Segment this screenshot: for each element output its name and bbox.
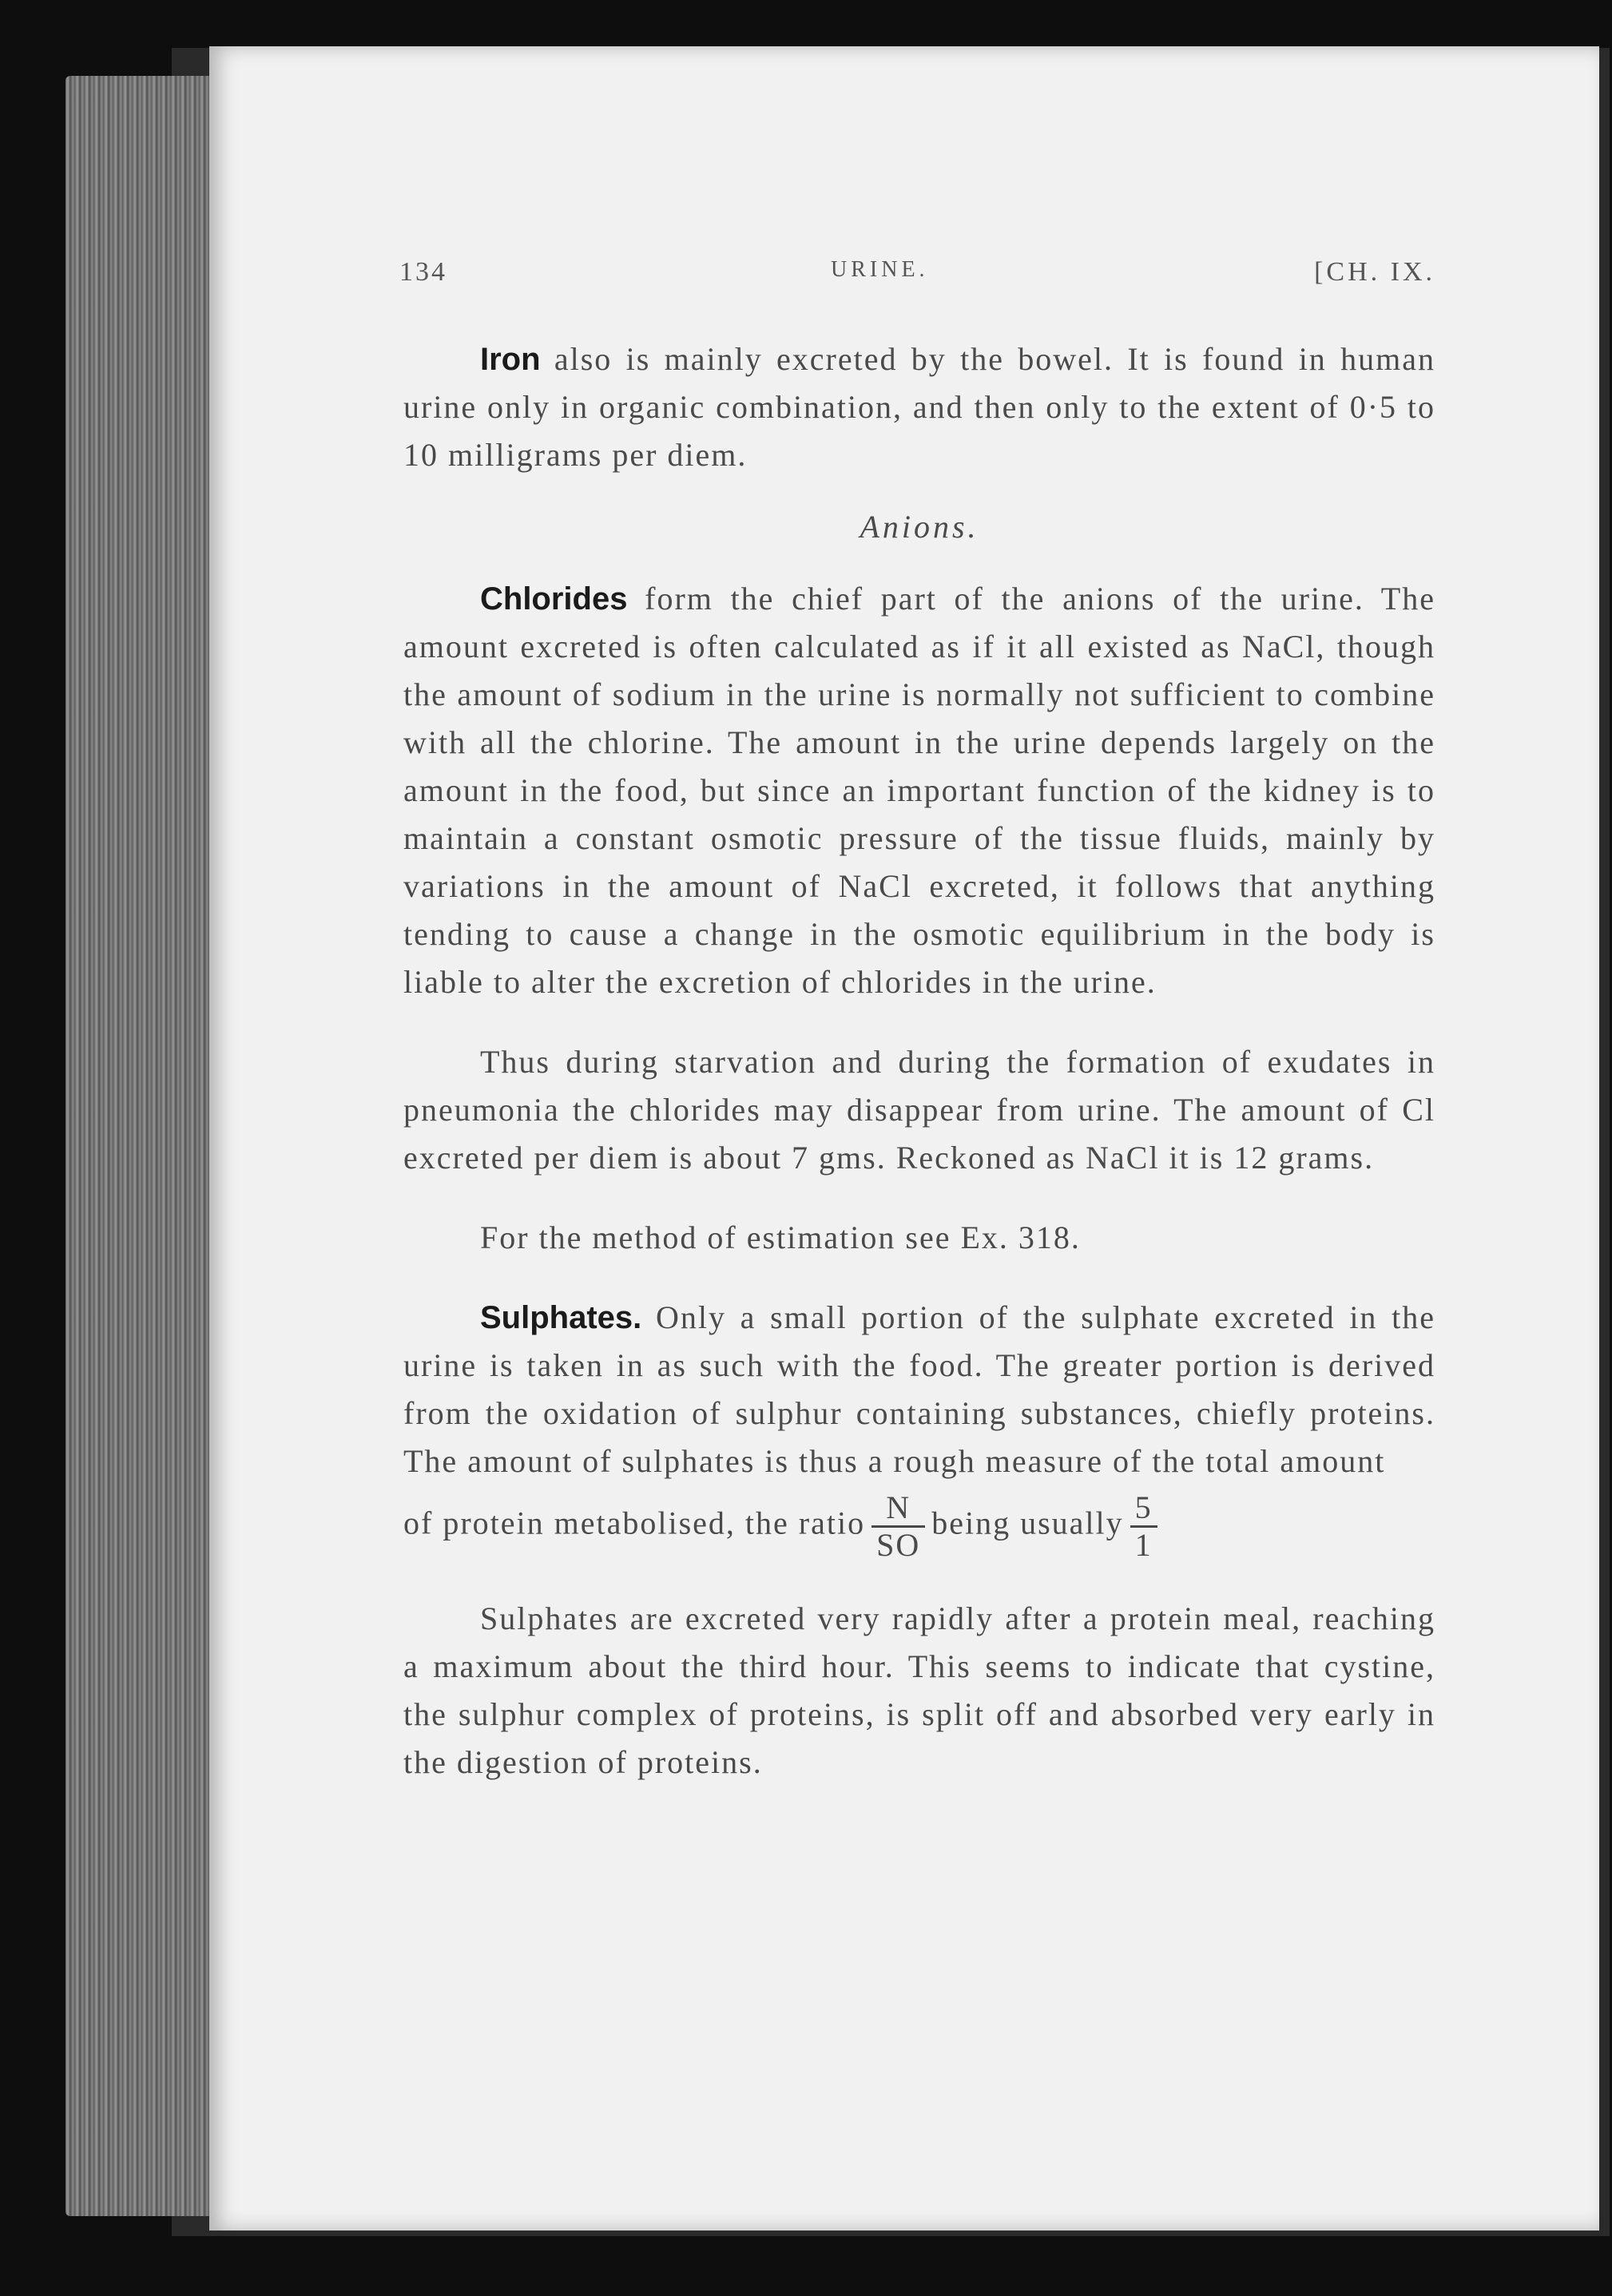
formula-middle: being usually bbox=[931, 1505, 1124, 1541]
running-title: URINE. bbox=[831, 257, 929, 282]
page-body bbox=[403, 335, 1435, 1786]
formula-prefix: of protein metabolised, the ratio bbox=[403, 1505, 866, 1541]
iron-paragraph bbox=[403, 335, 1435, 479]
chlorides-paragraph bbox=[403, 575, 1435, 1006]
usual-denominator: 1 bbox=[1134, 1527, 1153, 1563]
chlorides-term: Chlorides bbox=[480, 581, 628, 617]
section-heading: Anions. bbox=[860, 509, 979, 545]
sulphates-term: Sulphates. bbox=[480, 1300, 642, 1335]
usual-numerator: 5 bbox=[1130, 1490, 1157, 1528]
sulphates-paragraph bbox=[403, 1294, 1435, 1485]
final-paragraph: Sulphates are excreted very rapidly after a protein meal, reaching a maximum about the third hour. This seems to indicate that cystine, the sulphur complex of proteins, is split off and absorbed very early in the digestion of proteins. bbox=[403, 1600, 1435, 1780]
sulphates-text: Only a small portion of the sulphate excreted in the urine is taken in as such with the food. The greater portion is derived from the oxidation of sulphur containing substances, chiefly proteins. The amount of sulphates is thus a rough measure of the total amount bbox=[403, 1299, 1435, 1479]
running-head bbox=[399, 257, 1435, 297]
iron-text: also is mainly excreted by the bowel. It is found in human urine only in organic combination, and then only to the extent of 0·5 to 10 milligrams per diem. bbox=[403, 341, 1435, 473]
chapter-label: [CH. IX. bbox=[1314, 257, 1435, 287]
page-number: 134 bbox=[399, 257, 447, 287]
sulphates-formula-line bbox=[403, 1490, 1435, 1563]
book-page-edges bbox=[66, 76, 217, 2216]
chlorides-text: form the chief part of the anions of the urine. The amount excreted is often calculated as if it all existed as NaCl, though the amount of sodium in the urine is normally not sufficient to combine with all the chlorine. The amount in the urine depends largely on the amount in the food, but since an important function of the kidney is to maintain a constant osmotic pressure of the tissue fluids, mainly by variations in the amount of NaCl excreted, it follows that anything tending to cause a change in the osmotic equilibrium in the body is liable to alter the excretion of chlorides in the urine. bbox=[403, 581, 1435, 1000]
iron-term: Iron bbox=[480, 342, 541, 377]
thus-paragraph: Thus during starvation and during the formation of exudates in pneumonia the chlorides may disappear from urine. The amount of Cl excreted per diem is about 7 gms. Reckoned as NaCl it is 12 grams. bbox=[403, 1044, 1435, 1176]
ratio-numerator: N bbox=[872, 1490, 925, 1528]
ratio-denominator: SO bbox=[876, 1527, 921, 1563]
ratio-fraction bbox=[872, 1490, 925, 1563]
usual-fraction bbox=[1130, 1490, 1157, 1563]
method-paragraph: For the method of estimation see Ex. 318. bbox=[480, 1219, 1081, 1255]
